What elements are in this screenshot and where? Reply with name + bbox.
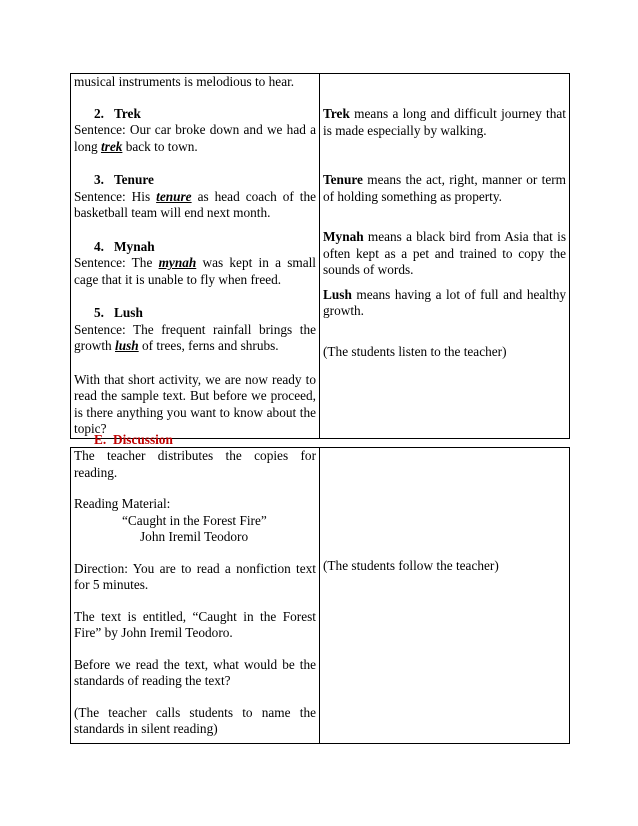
example-sentence: Sentence: The mynah was kept in a small cage that it is unable to fly when freed. xyxy=(74,255,316,287)
definition: Tenure means the act, right, manner or term of holding something as property. xyxy=(323,172,566,204)
student-column xyxy=(320,448,570,744)
reading-author: John Iremil Teodoro xyxy=(140,529,249,544)
term-heading: 4. Mynah xyxy=(94,238,155,254)
definition: Lush means having a lot of full and healthy growth. xyxy=(323,286,566,318)
list-item xyxy=(74,172,316,222)
example-sentence: Sentence: The frequent rainfall brings the growth lush of trees, ferns and shrubs. xyxy=(74,321,316,353)
list-item xyxy=(74,106,316,156)
definition: Trek means a long and difficult journey that is made especially by walking. xyxy=(323,106,566,138)
example-sentence: Sentence: Our car broke down and we had a long trek back to town. xyxy=(74,122,316,154)
section-heading: E. Discussion xyxy=(94,432,173,447)
teacher-note: (The teacher calls students to name the standards in silent reading) xyxy=(74,704,316,736)
teacher-column xyxy=(71,448,320,744)
reading-title: “Caught in the Forest Fire” xyxy=(122,512,267,528)
distribute-text: The teacher distributes the copies for reading. xyxy=(74,448,316,480)
term-heading: 2. Trek xyxy=(94,105,141,121)
question-text: Before we read the text, what would be the standards of reading the text? xyxy=(74,656,316,688)
list-item xyxy=(74,305,316,355)
table-row xyxy=(71,448,570,744)
closing-student-text: (The students listen to the teacher) xyxy=(323,343,507,359)
fragment-text: musical instruments is melodious to hear. xyxy=(74,74,295,89)
term-heading: 5. Lush xyxy=(94,305,143,320)
list-item xyxy=(74,239,316,289)
reading-material-label: Reading Material: xyxy=(74,496,171,511)
term-heading: 3. Tenure xyxy=(94,172,154,187)
direction-text: Direction: You are to read a nonfiction text for 5 minutes. xyxy=(74,560,316,592)
discussion-table xyxy=(70,447,570,744)
definition: Mynah means a black bird from Asia that is often kept as a pet and trained to copy the sounds of words. xyxy=(323,229,566,277)
closing-teacher-text: With that short activity, we are now ready to read the sample text. But before we proceed, is there anything you want to know about the topic? xyxy=(74,371,316,436)
student-response: (The students follow the teacher) xyxy=(323,558,499,573)
student-column xyxy=(320,74,570,439)
table-row xyxy=(71,74,570,439)
teacher-column xyxy=(71,74,320,439)
entitled-text: The text is entitled, “Caught in the Forest Fire” by John Iremil Teodoro. xyxy=(74,608,316,640)
example-sentence: Sentence: His tenure as head coach of the basketball team will end next month. xyxy=(74,188,316,220)
vocabulary-table xyxy=(70,73,570,439)
